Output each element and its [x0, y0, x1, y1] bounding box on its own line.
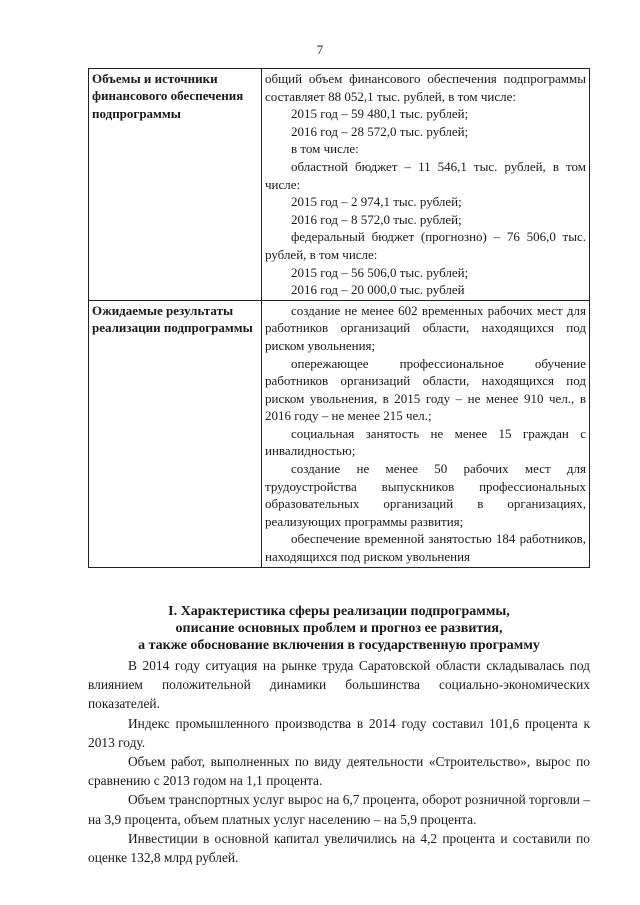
funding-line: 2015 год – 2 974,1 тыс. рублей;	[291, 194, 462, 210]
table-row	[89, 69, 590, 301]
section-body	[88, 656, 590, 867]
heading-line: описание основных проблем и прогноз ее развития,	[175, 621, 503, 636]
result-item: обеспечение временной занятостью 184 работников, находящихся под риском увольнения	[265, 531, 586, 565]
funding-line: 2015 год – 56 506,0 тыс. рублей;	[291, 264, 469, 280]
result-item: создание не менее 50 рабочих мест для трудоустройства выпускников профессиональных образовательных организаций в организациях, реализующих программы развития;	[265, 461, 586, 529]
subprogram-passport-table	[88, 68, 590, 568]
table-row	[89, 300, 590, 567]
paragraph: Инвестиции в основной капитал увеличились на 4,2 процента и составили по оценке 132,8 млрд рублей.	[88, 830, 590, 866]
funding-line: 2016 год – 20 000,0 тыс. рублей	[291, 282, 465, 298]
funding-label: Объемы и источники финансового обеспечения подпрограммы	[89, 69, 262, 301]
result-item: опережающее профессиональное обучение работников организаций области, находящихся под риском увольнения, в 2015 году – не менее 910 чел., в 2016 году – не менее 215 чел.;	[265, 355, 586, 424]
results-content	[262, 300, 590, 567]
funding-line: общий объем финансового обеспечения подпрограммы составляет 88 052,1 тыс. рублей, в том числе:	[265, 71, 586, 104]
funding-line: областной бюджет – 11 546,1 тыс. рублей, в том числе:	[265, 158, 586, 192]
paragraph: Индекс промышленного производства в 2014 году составил 101,6 процента к 2013 году.	[88, 715, 590, 750]
page-number: 7	[316, 42, 324, 57]
funding-content	[262, 69, 590, 301]
result-item: создание не менее 602 временных рабочих мест для работников организаций области, находящихся под риском увольнения;	[265, 302, 586, 353]
funding-line: федеральный бюджет (прогнозно) – 76 506,0 тыс. рублей, в том числе:	[265, 229, 586, 262]
paragraph: Объем транспортных услуг вырос на 6,7 процента, оборот розничной торговли – на 3,9 процента, объем платных услуг населению – на 5,9 процента.	[88, 792, 590, 827]
section-heading	[88, 603, 590, 654]
paragraph: Объем работ, выполненных по виду деятельности «Строительство», вырос по сравнению с 2013 годом на 1,1 процента.	[88, 754, 590, 789]
heading-line: а также обоснование включения в государственную программу	[138, 638, 540, 653]
heading-line: I. Характеристика сферы реализации подпрограммы,	[168, 604, 510, 619]
paragraph: В 2014 году ситуация на рынке труда Саратовской области складывалась под влиянием положительной динамики большинства социально-экономических показателей.	[88, 658, 590, 712]
funding-line: 2016 год – 8 572,0 тыс. рублей;	[291, 211, 462, 227]
funding-line: 2015 год – 59 480,1 тыс. рублей;	[291, 106, 469, 122]
funding-line: в том числе:	[291, 141, 359, 157]
results-label: Ожидаемые результаты реализации подпрограммы	[89, 300, 262, 567]
result-item: социальная занятость не менее 15 граждан с инвалидностью;	[265, 425, 586, 459]
funding-line: 2016 год – 28 572,0 тыс. рублей;	[291, 123, 469, 139]
